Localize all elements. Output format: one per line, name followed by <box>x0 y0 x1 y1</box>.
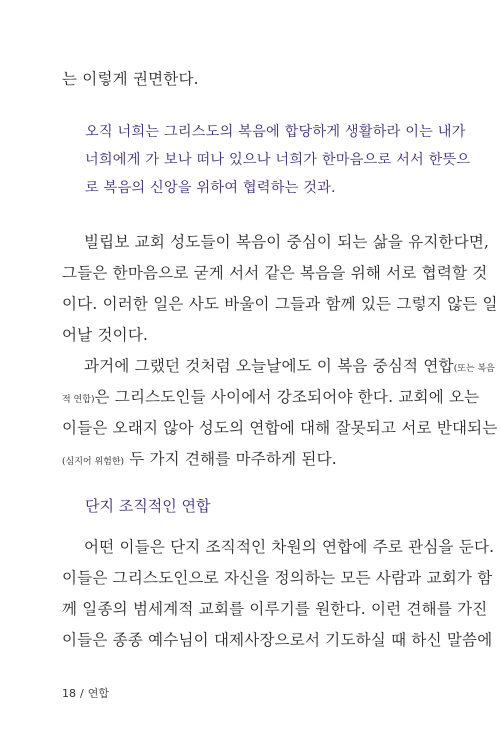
paragraph-line: 빌립보 교회 성도들이 복음이 중심이 되는 삶을 유지한다면, <box>84 233 490 251</box>
paragraph-line: 이들은 오래지 않아 성도의 연합에 대해 잘못되고 서로 반대되는 <box>62 419 498 437</box>
quote-line: 너희에게 가 보나 떠나 있으나 너희가 한마음으로 서서 한뜻으 <box>85 152 471 168</box>
book-title: 연합 <box>87 687 109 700</box>
inline-note: 적 연합) <box>62 395 95 405</box>
paragraph-line: 께 일종의 범세계적 교회를 이루기를 원한다. 이런 견해를 가진 <box>62 600 488 618</box>
page-footer <box>62 687 113 701</box>
paragraph-line: 이들은 종종 예수님이 대제사장으로서 기도하실 때 하신 말씀에 <box>62 631 493 649</box>
quote-line: 로 복음의 신앙을 위하여 협력하는 것과. <box>85 180 336 196</box>
inline-note: (또는 복음 <box>453 364 495 374</box>
intro-line: 는 이렇게 권면한다. <box>62 70 199 88</box>
paragraph-line: 그들은 한마음으로 굳게 서서 같은 복음을 위해 서로 협력할 것 <box>62 264 488 282</box>
inline-note: (심지어 위험한) <box>62 457 125 467</box>
section-heading: 단지 조직적인 연합 <box>85 497 211 515</box>
quote-line: 오직 너희는 그리스도의 복음에 합당하게 생활하라 이는 내가 <box>85 124 466 140</box>
footer-separator: / <box>80 687 84 700</box>
paragraph-line: 어날 것이다. <box>62 326 149 344</box>
paragraph-line: (심지어 위험한) 두 가지 견해를 마주하게 된다. <box>62 450 337 468</box>
paragraph-line: 과거에 그랬던 것처럼 오늘날에도 이 복음 중심적 연합(또는 복음 <box>84 357 495 375</box>
paragraph-line: 어떤 이들은 단지 조직적인 차원의 연합에 주로 관심을 둔다. <box>84 538 495 556</box>
paragraph-line: 이다. 이러한 일은 사도 바울이 그들과 함께 있든 그렇지 않든 일 <box>62 295 498 313</box>
page-number: 18 <box>62 687 76 700</box>
paragraph-line: 이들은 그리스도인으로 자신을 정의하는 모든 사람과 교회가 함 <box>62 569 493 587</box>
paragraph-line: 적 연합)은 그리스도인들 사이에서 강조되어야 한다. 교회에 오는 <box>62 388 480 406</box>
